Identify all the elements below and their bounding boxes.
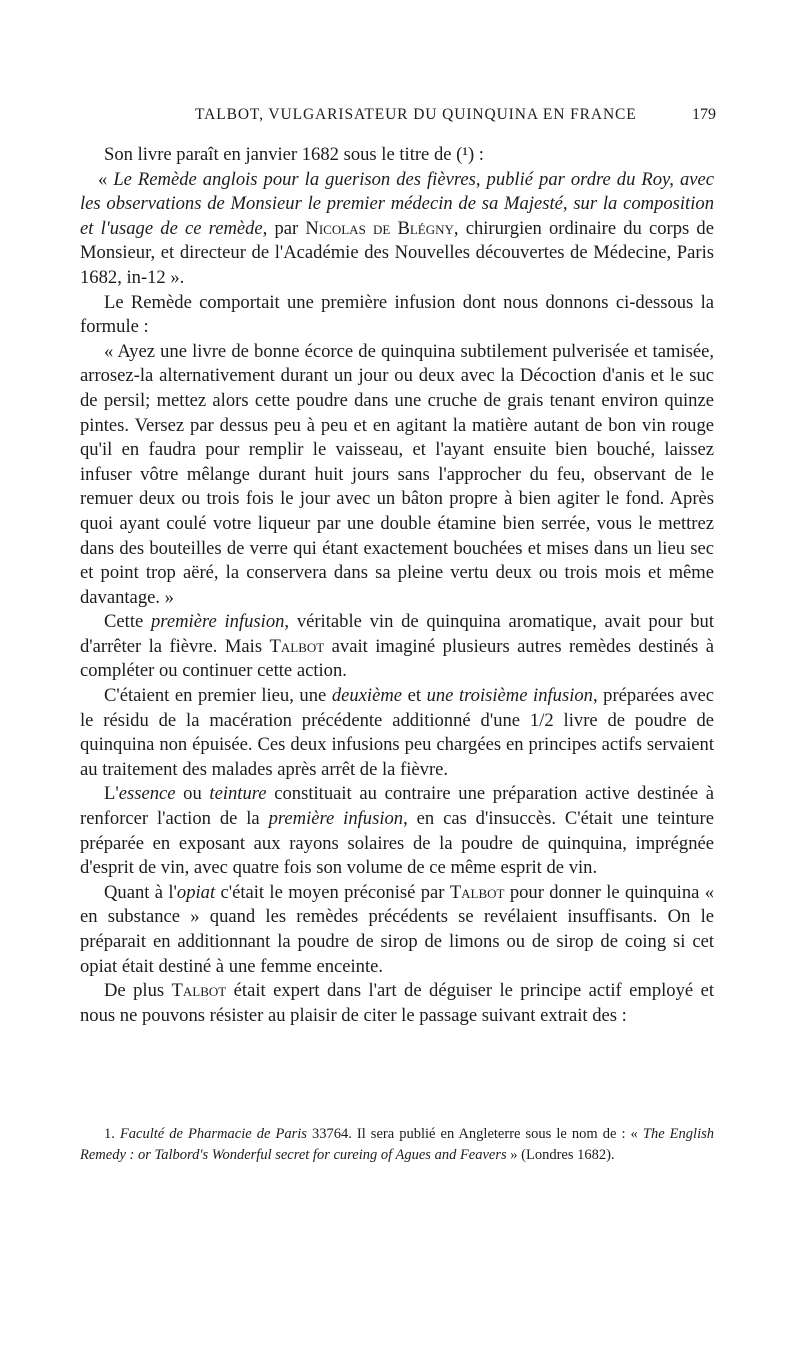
paragraph-book-title (80, 168, 714, 291)
text-span: C'étaient en premier lieu, une (104, 685, 332, 707)
body-text (80, 143, 714, 1028)
italic-term: deuxième (331, 685, 403, 707)
text-span: » (Londres 1682). (506, 1147, 615, 1163)
text-span: Cette (104, 611, 151, 633)
footnote-ref[interactable]: ¹ (462, 144, 468, 165)
text-span: était expert dans l'art de déguiser le principe actif employé et nous ne pouvons résister au plaisir de citer le passage suivant extrait des : (80, 980, 714, 1026)
text-span: , véritable vin de quinquina aromatique, avait pour but d'arrêter la fièvre. Mais (80, 611, 715, 657)
author-name: Talbot (449, 881, 505, 903)
running-title: TALBOT, VULGARISATEUR DU QUINQUINA EN FRANCE (195, 106, 637, 123)
paragraph-publication (80, 143, 714, 168)
text-span: Son livre paraît en janvier 1682 sous le titre de ( (104, 144, 463, 165)
text-span: par (267, 217, 306, 239)
paragraph-remede: Le Remède comportait une première infusion dont nous donnons ci-dessous la formule : (80, 291, 714, 338)
italic-term: Faculté de Pharmacie de Paris (119, 1126, 307, 1142)
footnotes (80, 1124, 714, 1166)
paragraph-essence (80, 782, 714, 880)
book-title: Le Remède anglois pour la guerison des fièvres, publié par ordre du Roy, avec les observations de Monsieur le premier médecin de sa Majesté, sur la composition et l'usage de ce remède, (80, 168, 714, 239)
text-span: ou (175, 783, 210, 805)
author-name: Talbot (171, 980, 227, 1002)
text-span: et (402, 685, 427, 707)
paragraph-formula-quote: « Ayez une livre de bonne écorce de quinquina subtilement pulverisée et tamisée, arrosez-la alternativement durant un jour ou deux avec la Décoction d'anis et le suc de persil; mettez alors cette poudre dans une cruche de grais tenant environ quinze pintes. Versez par dessus peu à peu et en agitant la matière autant de bon vin rouge qu'il en faudra pour remplir le vaisseau, et l'ayant ensuite bien bouché, laissez infuser vôtre mêlange durant huit jours sans l'approcher du feu, observant de le remuer deux ou trois fois le jour avec un bâton propre à bien agiter le fond. Après quoi ayant coulé votre liqueur par une double étamine bien serrée, vous le mettrez dans des bouteilles de verre qui étant exactement bouchées et mises dans un lieu sec et point trop aëré, la conservera dans sa pleine vertu deux ou trois mois et même davantage. » (80, 340, 714, 608)
text-span: L' (104, 783, 119, 805)
italic-term: opiat (176, 881, 216, 903)
italic-term: première infusion (151, 611, 285, 633)
italic-term: essence (118, 783, 176, 805)
text-span: De plus (104, 980, 172, 1002)
paragraph-expert (80, 979, 714, 1028)
italic-term: première infusion (268, 808, 404, 830)
text-span: , en cas d'insuccès. C'était une teinture préparée en exposant aux rayons solaires de la poudre de quinquina, imprégnée d'esprit de vin, avec quatre fois son volume de ce même esprit de vin. (80, 808, 714, 879)
author-name: Nicolas de Blégny (305, 217, 454, 239)
text-span: c'était le moyen préconisé par (215, 881, 450, 903)
text-span: , préparées avec le résidu de la macération précédente additionné d'une 1/2 livre de poudre de quinquina non épuisée. Ces deux infusions peu chargées en principes actifs servaient au traitement des malades après arrêt de la fièvre. (80, 685, 714, 780)
footnote-1 (80, 1124, 714, 1166)
text-span: pour donner le quinquina « en substance » quand les remèdes précédents se revélaient insuffisants. On le préparait en additionnant la poudre de sirop de limons ou de sirop de coing si cet opiat était destiné à une femme enceinte. (80, 881, 714, 977)
text-span: constituait au contraire une préparation active destinée à renforcer l'action de la (80, 783, 715, 830)
text-span: Quant à l' (104, 881, 177, 903)
text-span: , chirurgien ordinaire du corps de Monsieur, et directeur de l'Académie des Nouvelles découvertes de Médecine, Paris 1682, in-12 ». (80, 217, 714, 288)
italic-term: une troisième infusion (426, 685, 593, 707)
text-span: 33764. Il sera publié en Angleterre sous le nom de : « (306, 1126, 643, 1142)
page-number: 179 (692, 106, 716, 123)
text-span: « (98, 168, 114, 190)
text-span: avait imaginé plusieurs autres remèdes destinés à compléter ou continuer cette action. (80, 635, 714, 682)
paragraph-premiere-infusion (80, 610, 714, 684)
author-name: Talbot (269, 635, 325, 657)
page-header (80, 106, 720, 130)
footnote-number: 1. (104, 1126, 120, 1142)
italic-term: teinture (209, 783, 267, 805)
english-title: The English Remedy : or Talbord's Wonderful secret for cureing of Agues and Feavers (80, 1126, 714, 1163)
text-span: ) : (467, 144, 484, 165)
paragraph-deuxieme-infusion (80, 684, 714, 782)
paragraph-opiat (80, 881, 714, 979)
